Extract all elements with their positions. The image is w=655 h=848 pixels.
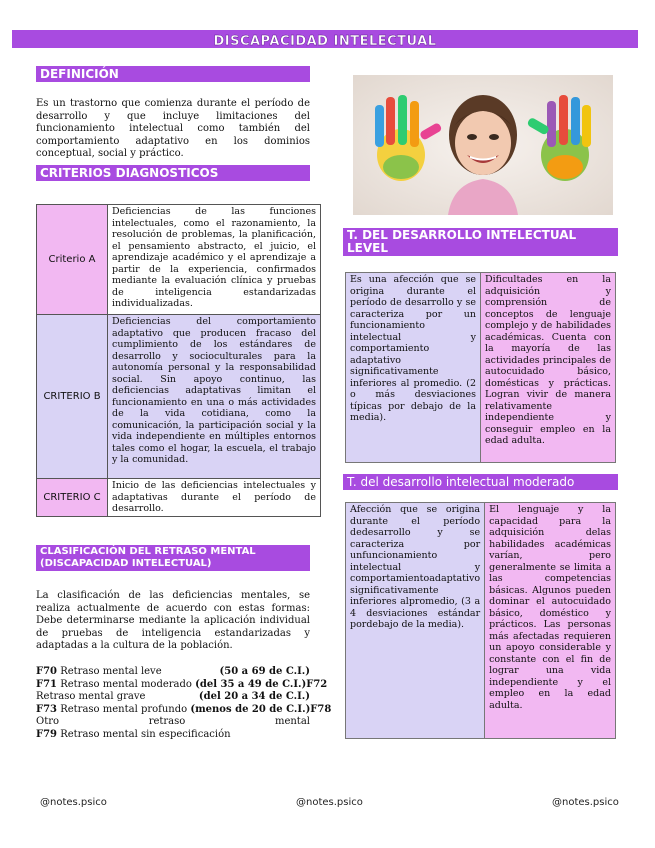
- footer-handle-left: @notes.psico: [40, 797, 107, 808]
- icd-codes-list: [36, 666, 332, 741]
- footer-handle-center: @notes.psico: [296, 797, 363, 808]
- criteria-description: Deficiencias del comportamiento adaptativo que producen fracaso del cumplimiento de los estándares de desarrollo y socioculturales para la autonomía personal y la responsabilidad social. Sin apoyo continuo, las deficiencias adaptativas limitan el funcionamiento en una o más actividades de la vida cotidiana, como la comunicación, la participación social y la vida independiente en múltiples entornos tales como el hogar, la escuela, el trabajo y la comunidad.: [108, 315, 321, 479]
- table-row: [346, 503, 616, 739]
- classification-heading-line1: CLASIFICACIÓN DEL RETRASO MENTAL: [40, 546, 256, 557]
- criteria-label: CRITERIO C: [37, 479, 108, 517]
- classification-heading-line2: (DISCAPACIDAD INTELECTUAL): [40, 558, 212, 569]
- criteria-table: [36, 204, 321, 517]
- criteria-description: Inicio de las deficiencias intelectuales y adaptativas durante el período de desarrollo.: [108, 479, 321, 517]
- page-title: DISCAPACIDAD INTELECTUAL: [213, 34, 437, 49]
- page-title-banner: [12, 30, 638, 48]
- criteria-label: CRITERIO B: [37, 315, 108, 479]
- list-item: Otro retraso mental: [36, 716, 310, 727]
- criteria-heading: CRITERIOS DIAGNOSTICOS: [36, 165, 310, 181]
- definition-text: Es un trastorno que comienza durante el período de desarrollo y que incluye limitaciones del funcionamiento intelectual como también del comportamiento adaptativo en los dominios conceptual, social y práctico.: [36, 98, 310, 159]
- mild-level-table: [345, 272, 616, 463]
- list-item: F70 Retraso mental leve (50 a 69 de C.I.): [36, 666, 310, 677]
- moderate-level-table: [345, 502, 616, 739]
- table-row: [37, 479, 321, 517]
- criteria-label: Criterio A: [37, 205, 108, 315]
- table-row: [37, 315, 321, 479]
- classification-text: La clasificación de las deficiencias mentales, se realiza actualmente de acuerdo con estas formas: Debe determinarse mediante la aplicación individual de pruebas de inteligencia estandarizadas y adaptadas a la cultura de la población.: [36, 590, 310, 651]
- list-item: F71 Retraso mental moderado (del 35 a 49 de C.I.) F72: [36, 678, 328, 690]
- mild-level-heading: T. DEL DESARROLLO INTELECTUAL LEVEL: [343, 228, 618, 256]
- mild-level-definition: Es una afección que se origina durante el período de desarrollo y se caracteriza por un funcionamiento intelectual y comportamiento adaptativo significativamente inferiores al promedio. (2 o más desviaciones típicas por debajo de la media).: [346, 273, 481, 463]
- table-row: [37, 205, 321, 315]
- mild-level-characteristics: Dificultades en la adquisición y comprensión de conceptos de lenguaje complejo y de habilidades académicas. Cuenta con la mayoría de las actividades principales de autocuidado básico, domésticas y prácticas. Logran vivir de manera relativamente independiente y conseguir empleo en la edad adulta.: [481, 273, 616, 463]
- moderate-level-characteristics: El lenguaje y la capacidad para la adquisición delas habilidades académicas varían, pero generalmente se limita a las competencias básicas. Algunos pueden dominar el autocuidado básico, doméstico y prácticos. Las personas más afectadas requieren un apoyo considerable y constante con el fin de lograr una vida independiente y el empleo en la edad adulta.: [485, 503, 616, 739]
- list-item: F73 Retraso mental profundo (menos de 20 de C.I.) F78: [36, 703, 332, 715]
- table-row: [346, 273, 616, 463]
- criteria-description: Deficiencias de las funciones intelectuales, como el razonamiento, la resolución de problemas, la planificación, el pensamiento abstracto, el juicio, el aprendizaje académico y el aprendizaje a partir de la experiencia, confirmados mediante la evaluación clínica y pruebas de inteligencia estandarizadas individualizadas.: [108, 205, 321, 315]
- list-item: Retraso mental grave (del 20 a 34 de C.I.): [36, 691, 310, 702]
- child-painted-hands-photo: [353, 75, 613, 215]
- list-item: F79 Retraso mental sin especificación: [36, 728, 231, 740]
- footer-handle-right: @notes.psico: [552, 797, 619, 808]
- definition-heading: DEFINICIÓN: [36, 66, 310, 82]
- classification-heading: [36, 545, 310, 571]
- moderate-level-definition: Afección que se origina durante el período dedesarrollo y se caracteriza por unfuncionamiento intelectual y comportamientoadaptativo significativamente inferiores alpromedio, (3 a 4 desviaciones estándar pordebajo de la media).: [346, 503, 485, 739]
- moderate-level-heading: T. del desarrollo intelectual moderado: [343, 474, 618, 490]
